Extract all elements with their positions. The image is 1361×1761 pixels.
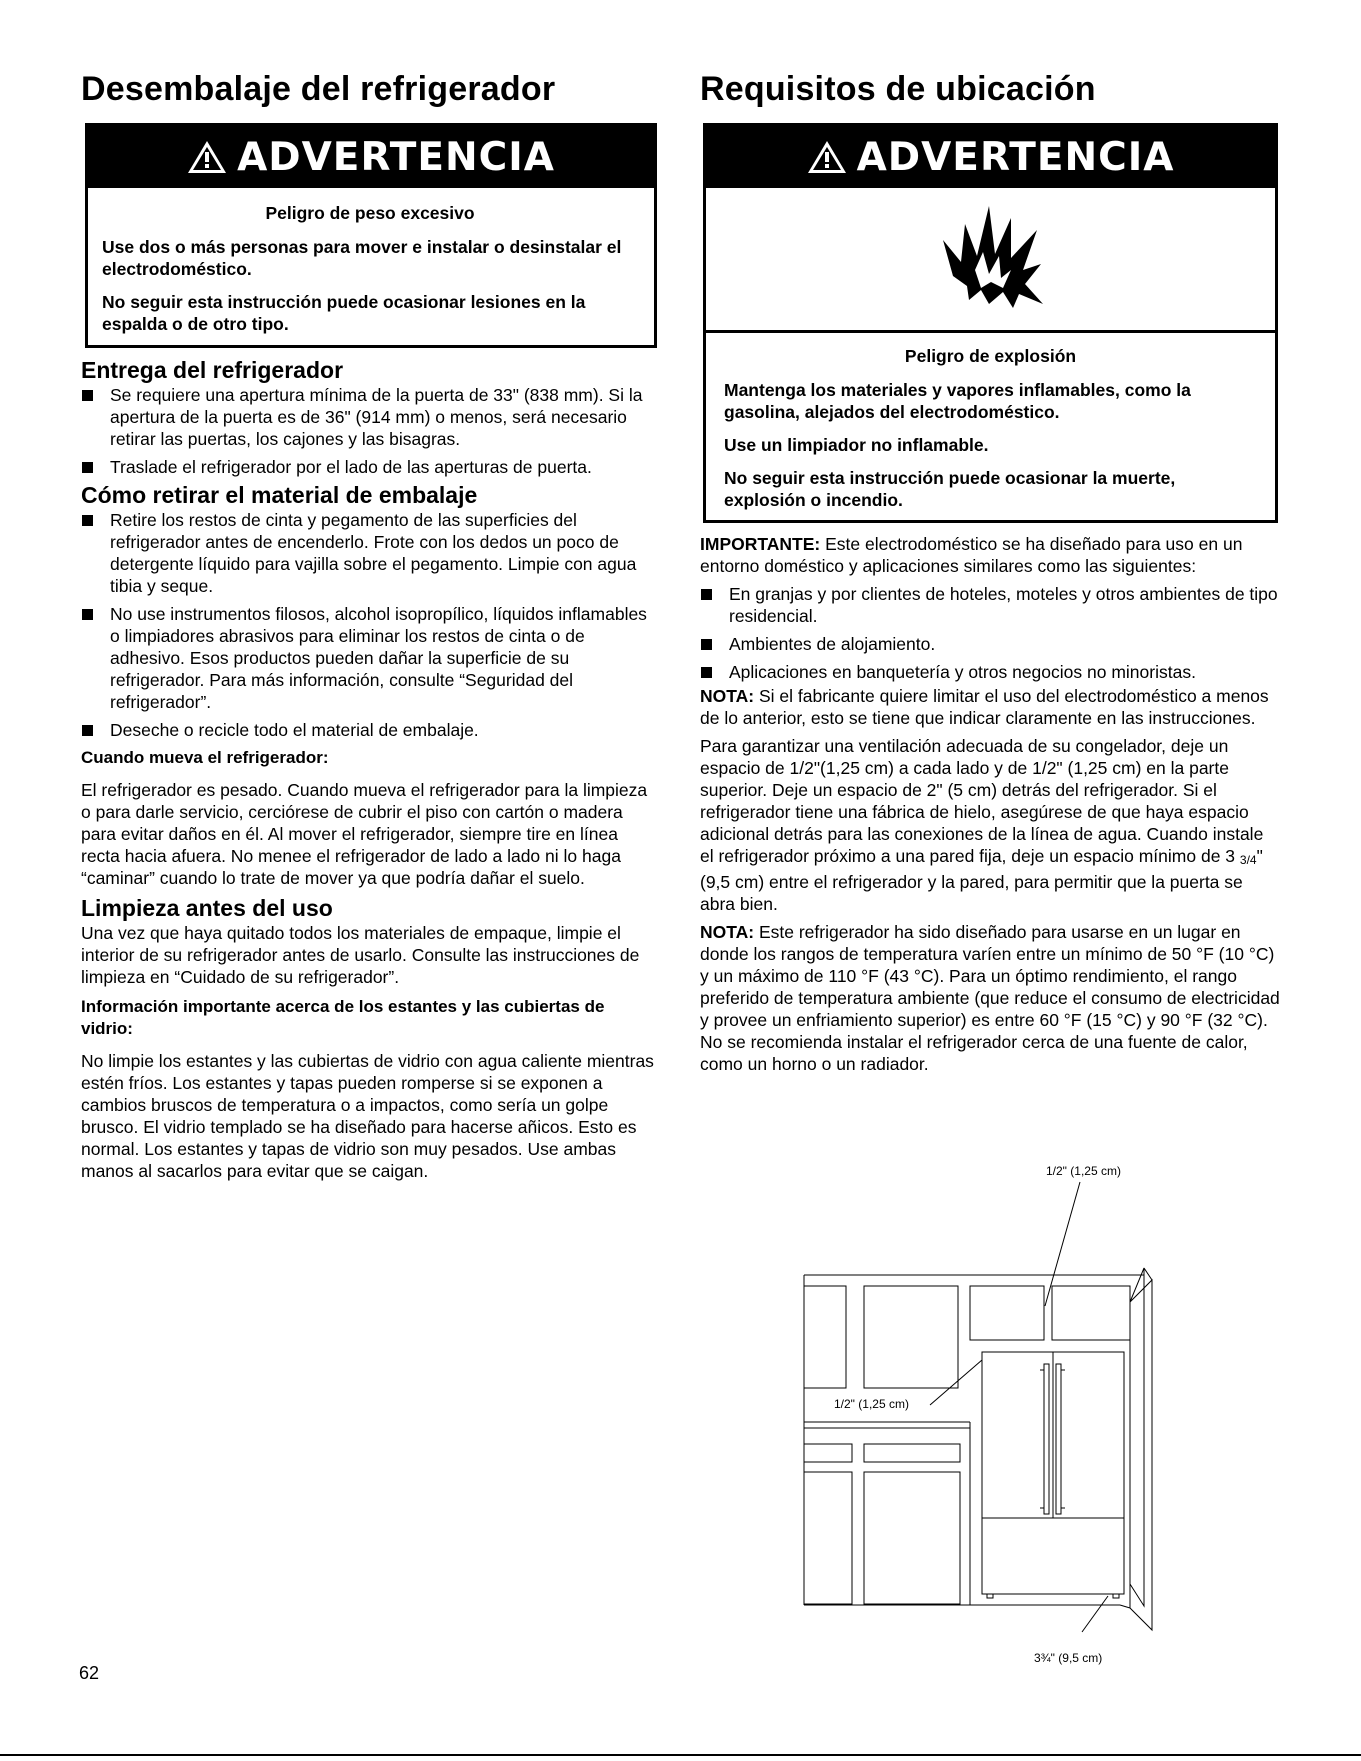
note-text: Este refrigerador ha sido diseñado para usarse en un lugar en donde los rangos de temperatura varíen entre un mínimo de 50 °F (10 °C) y un máximo de 110 °F (43 °C). Para un óptimo rendimiento, el rango preferido de temperatura ambiente (que reduce el consumo de electricidad y provee un enfriamiento superior) es entre 60 °F (15 °C) y 90 °F (32 °C). No se recomienda instalar el refrigerador cerca de una fuente de calor, como un horno o un radiador.: [700, 922, 1280, 1074]
warning-text-1: Use dos o más personas para mover e instalar o desinstalar el electrodoméstico.: [102, 237, 622, 279]
important-text: Este electrodoméstico se ha diseñado para uso en un entorno doméstico y aplicaciones similares como las siguientes:: [700, 534, 1243, 576]
warning-header: [706, 126, 1275, 188]
warning-header-label: ADVERTENCIA: [856, 134, 1175, 180]
bullet-square-icon: [82, 390, 93, 401]
warning-text-1: Mantenga los materiales y vapores inflamables, como la gasolina, alejados del electrodoméstico.: [724, 380, 1191, 422]
warning-text-2: No seguir esta instrucción puede ocasionar lesiones en la espalda o de otro tipo.: [102, 292, 586, 334]
weight-warning-box: [85, 123, 657, 348]
warning-triangle-icon: [187, 140, 227, 174]
list-item: [81, 719, 659, 741]
bullet-square-icon: [701, 639, 712, 650]
explosion-warning-box: [703, 123, 1278, 523]
list-item: [81, 456, 659, 478]
bullet-square-icon: [82, 515, 93, 526]
list-item-text: Aplicaciones en banquetería y otros negocios no minoristas.: [729, 662, 1196, 682]
list-item-text: Se requiere una apertura mínima de la puerta de 33" (838 mm). Si la apertura de la puerta es de 36" (914 mm) o menos, será necesario retirar las puertas, los cajones y las bisagras.: [110, 385, 643, 449]
left-page-title: Desembalaje del refrigerador: [81, 70, 556, 108]
ventilation-text-b: " (9,5 cm) entre el refrigerador y la pared, para permitir que la puerta se abra bien.: [700, 846, 1263, 914]
bullet-square-icon: [701, 589, 712, 600]
cleaning-paragraph: Una vez que haya quitado todos los materiales de empaque, limpie el interior de su refrigerador antes de usarlo. Consulte las instrucciones de limpieza en “Cuidado de su refrigerador”.: [81, 923, 640, 987]
ventilation-fraction: 3/4: [1239, 853, 1257, 867]
list-item: [700, 661, 1280, 683]
clearance-label-top: 1/2" (1,25 cm): [1046, 1164, 1121, 1178]
warning-triangle-icon: [807, 140, 847, 174]
explosion-icon-panel: [706, 188, 1275, 333]
list-item-text: Traslade el refrigerador por el lado de las aperturas de puerta.: [110, 457, 592, 477]
glass-subheading: Información importante acerca de los estantes y las cubiertas de vidrio:: [81, 997, 605, 1038]
warning-title: Peligro de peso excesivo: [265, 203, 475, 223]
warning-title: Peligro de explosión: [904, 346, 1077, 366]
bullet-square-icon: [82, 462, 93, 473]
ventilation-paragraph: [700, 735, 1280, 915]
packing-list: [81, 509, 659, 741]
list-item-text: Retire los restos de cinta y pegamento de las superficies del refrigerador antes de encenderlo. Frote con los dedos un poco de detergente líquido para vajilla sobre el pegamento. Limpie con agua tibia y seque.: [110, 510, 637, 596]
packing-heading: Cómo retirar el material de embalaje: [81, 482, 478, 508]
usage-list: [700, 583, 1280, 683]
move-subheading: Cuando mueva el refrigerador:: [81, 748, 329, 767]
right-body: [700, 533, 1280, 1075]
delivery-list: [81, 384, 659, 478]
note-label: NOTA:: [700, 922, 755, 942]
warning-text-3: No seguir esta instrucción puede ocasionar la muerte, explosión o incendio.: [724, 468, 1176, 510]
important-paragraph: [700, 533, 1280, 577]
bullet-square-icon: [82, 609, 93, 620]
list-item: [700, 583, 1280, 627]
list-item: [81, 509, 659, 597]
list-item-text: En granjas y por clientes de hoteles, moteles y otros ambientes de tipo residencial.: [729, 584, 1278, 626]
clearance-label-bottom: 3¾" (9,5 cm): [1034, 1651, 1103, 1665]
bullet-square-icon: [701, 667, 712, 678]
list-item-text: Deseche o recicle todo el material de embalaje.: [110, 720, 479, 740]
clearance-diagram: [790, 1160, 1170, 1670]
explosion-icon: [931, 204, 1051, 314]
note-label: NOTA:: [700, 686, 755, 706]
glass-paragraph: No limpie los estantes y las cubiertas de vidrio con agua caliente mientras estén fríos. Los estantes y tapas pueden romperse si se exponen a cambios bruscos de temperatura o a impactos, como sería un golpe brusco. El vidrio templado se ha diseñado para hacerse añicos. Esto es normal. Los estantes y tapas de vidrio son muy pesados. Use ambas manos al sacarlos para evitar que se caigan.: [81, 1051, 654, 1181]
list-item-text: No use instrumentos filosos, alcohol isopropílico, líquidos inflamables o limpiadores abrasivos para eliminar los restos de cinta o de adhesivo. Esos productos pueden dañar la superficie de su refrigerador. Para más información, consulte “Seguridad del refrigerador”.: [110, 604, 647, 712]
move-paragraph: El refrigerador es pesado. Cuando mueva el refrigerador para la limpieza o para darle servicio, cerciórese de cubrir el piso con cartón o madera para evitar daños en él. Al mover el refrigerador, siempre tire en línea recta hacia afuera. No menee el refrigerador de lado a lado ni lo haga “caminar” cuando lo trate de mover ya que podría dañar el suelo.: [81, 780, 648, 888]
note-paragraph-2: [700, 921, 1280, 1075]
warning-header: [88, 126, 654, 188]
warning-text-2: Use un limpiador no inflamable.: [724, 435, 989, 455]
page-number: 62: [79, 1663, 100, 1683]
list-item: [700, 633, 1280, 655]
note-text: Si el fabricante quiere limitar el uso del electrodoméstico a menos de lo anterior, esto se tiene que indicar claramente en las instrucciones.: [700, 686, 1269, 728]
list-item: [81, 384, 659, 450]
delivery-heading: Entrega del refrigerador: [81, 357, 344, 383]
right-page-title: Requisitos de ubicación: [700, 70, 1096, 108]
warning-header-label: ADVERTENCIA: [237, 134, 555, 180]
clearance-label-side: 1/2" (1,25 cm): [834, 1397, 909, 1411]
list-item-text: Ambientes de alojamiento.: [729, 634, 936, 654]
bullet-square-icon: [82, 725, 93, 736]
cleaning-heading: Limpieza antes del uso: [81, 895, 333, 921]
list-item: [81, 603, 659, 713]
left-body: [81, 357, 659, 1182]
ventilation-text-a: Para garantizar una ventilación adecuada de su congelador, deje un espacio de 1/2"(1,25 cm) a cada lado y de 1/2" (1,25 cm) en la parte superior. Deje un espacio de 2" (5 cm) detrás del refrigerador. Si el refrigerador tiene una fábrica de hielo, asegúrese de que haya espacio adicional detrás para las conexiones de la línea de agua. Cuando instale el refrigerador próximo a una pared fija, deje un espacio mínimo de 3: [700, 736, 1264, 866]
important-label: IMPORTANTE:: [700, 534, 821, 554]
note-paragraph-1: [700, 685, 1280, 729]
bottom-rule: [0, 1754, 1361, 1756]
